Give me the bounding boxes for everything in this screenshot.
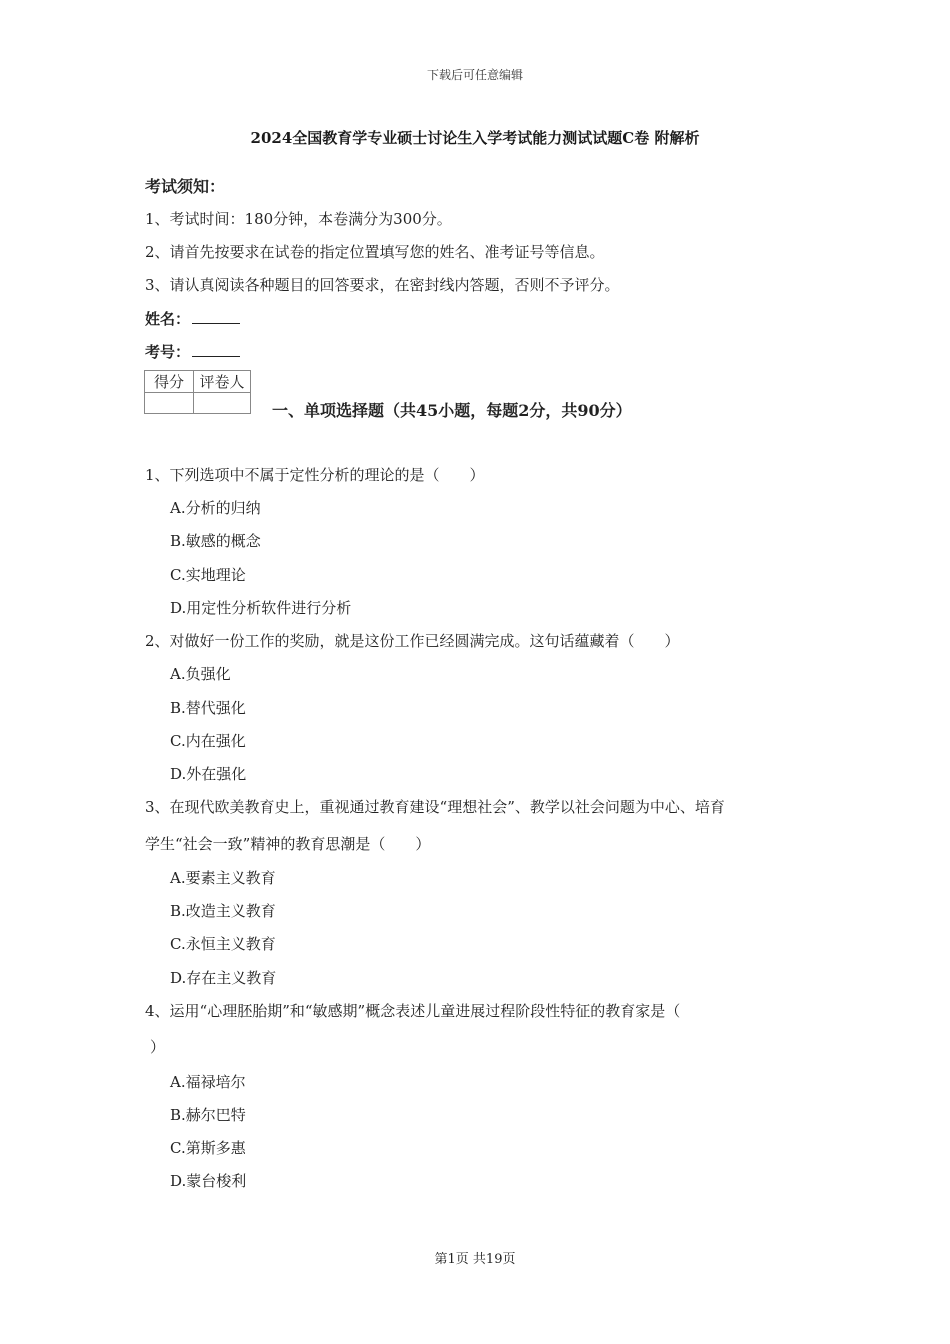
id-label: 考号： xyxy=(145,343,191,361)
question-2-option-b: B.替代强化 xyxy=(170,699,246,717)
question-3-option-d: D.存在主义教育 xyxy=(170,969,277,987)
notice-heading: 考试须知： xyxy=(145,177,226,196)
question-3-stem-line-2: 学生“社会一致”精神的教育思潮是（ ） xyxy=(145,835,431,853)
question-4-option-c: C.第斯多惠 xyxy=(170,1139,246,1157)
question-4-stem-line-1: 4、运用“心理胚胎期”和“敏感期”概念表述儿童进展过程阶段性特征的教育家是（ xyxy=(145,1002,681,1020)
question-4-option-d: D.蒙台梭利 xyxy=(170,1172,247,1190)
question-2-option-d: D.外在强化 xyxy=(170,765,247,783)
question-2-option-a: A.负强化 xyxy=(170,665,231,683)
document-title: 2024全国教育学专业硕士讨论生入学考试能力测试试题C卷 附解析 xyxy=(250,129,700,147)
question-3-option-b: B.改造主义教育 xyxy=(170,902,276,920)
question-4-option-a: A.福禄培尔 xyxy=(170,1073,246,1091)
id-blank[interactable] xyxy=(192,342,240,357)
grader-cell[interactable] xyxy=(194,393,251,414)
question-1-option-d: D.用定性分析软件进行分析 xyxy=(170,599,352,617)
question-3-option-c: C.永恒主义教育 xyxy=(170,935,276,953)
question-4-stem-line-2: ） xyxy=(150,1038,166,1056)
notice-item-1: 1、考试时间：180分钟，本卷满分为300分。 xyxy=(145,210,452,228)
page-header: 下载后可任意编辑 xyxy=(426,68,523,82)
notice-item-3: 3、请认真阅读各种题目的回答要求，在密封线内答题，否则不予评分。 xyxy=(145,276,620,294)
section-heading: 一、单项选择题（共45小题，每题2分，共90分） xyxy=(272,401,632,420)
question-1-option-a: A.分析的归纳 xyxy=(170,499,261,517)
question-4-option-b: B.赫尔巴特 xyxy=(170,1106,246,1124)
notice-item-2: 2、请首先按要求在试卷的指定位置填写您的姓名、准考证号等信息。 xyxy=(145,243,605,261)
score-cell[interactable] xyxy=(145,393,194,414)
question-3-option-a: A.要素主义教育 xyxy=(170,869,276,887)
question-3-stem-line-1: 3、在现代欧美教育史上，重视通过教育建设“理想社会”、教学以社会问题为中心、培育 xyxy=(145,798,725,816)
page-footer: 第1页 共19页 xyxy=(434,1252,516,1267)
name-blank[interactable] xyxy=(192,309,240,324)
score-table xyxy=(144,370,251,414)
question-2-stem: 2、对做好一份工作的奖励，就是这份工作已经圆满完成。这句话蕴藏着（ ） xyxy=(145,632,680,650)
id-field xyxy=(145,341,240,362)
question-1-stem: 1、下列选项中不属于定性分析的理论的是（ ） xyxy=(145,466,485,484)
name-label: 姓名： xyxy=(145,310,191,328)
question-1-option-b: B.敏感的概念 xyxy=(170,532,261,550)
grader-header: 评卷人 xyxy=(194,371,251,393)
name-field xyxy=(145,308,240,329)
score-header: 得分 xyxy=(145,371,194,393)
question-2-option-c: C.内在强化 xyxy=(170,732,246,750)
question-1-option-c: C.实地理论 xyxy=(170,566,246,584)
